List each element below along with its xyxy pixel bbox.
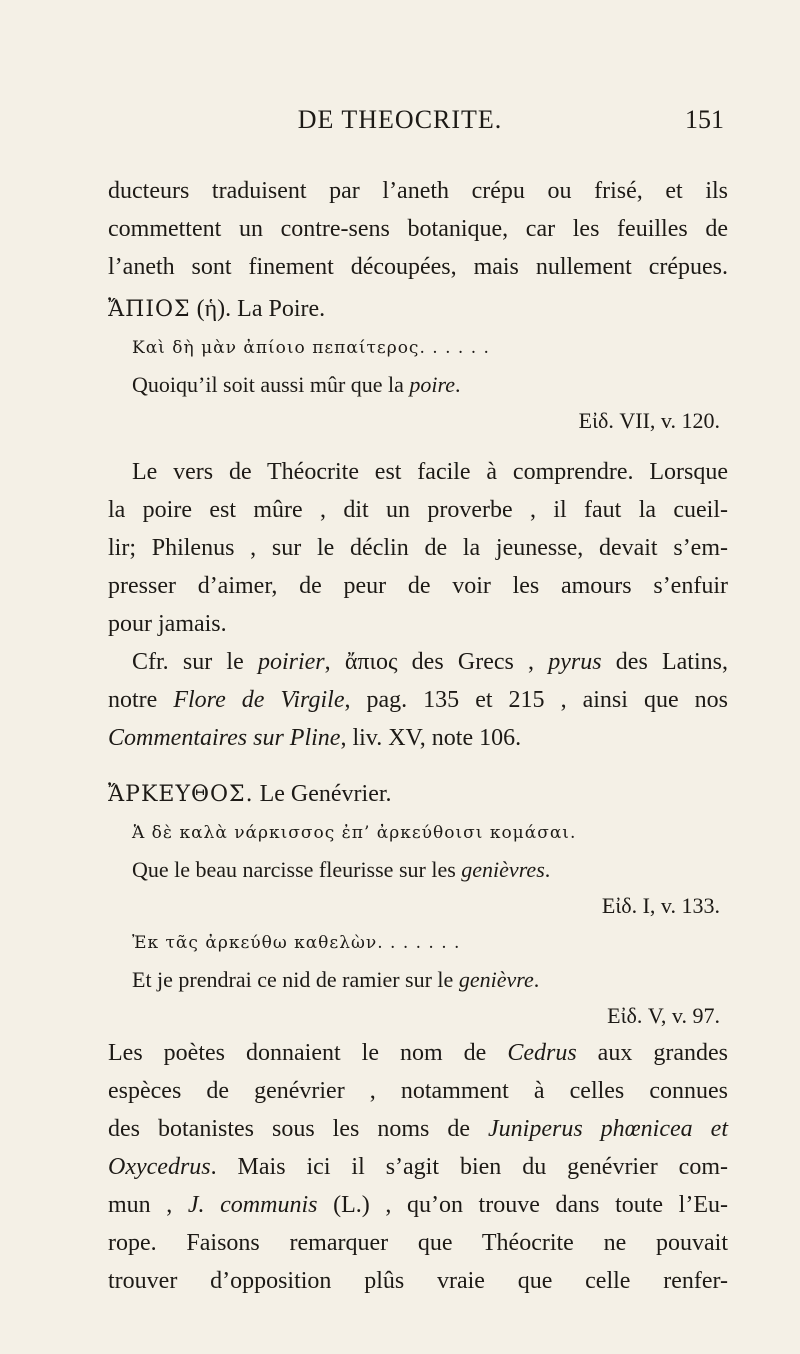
p4-l5-em: J. communis bbox=[187, 1192, 318, 1218]
entry-arkeuthos-q1-fr-a: Que le beau narcisse fleurisse sur les bbox=[132, 857, 462, 882]
entry-arkeuthos-q1-fr-em: genièvres bbox=[461, 857, 545, 882]
p3-line-3 bbox=[108, 719, 728, 757]
p3-l1a: Cfr. sur le bbox=[132, 649, 258, 675]
entry-apios-quote-fr-em: poire bbox=[409, 372, 456, 397]
p4-l3a: des botanistes sous les noms de bbox=[108, 1116, 489, 1142]
p4-l3-em1: Juniperus phœnicea bbox=[488, 1116, 693, 1142]
entry-apios-reference: Εἰδ. VII, v. 120. bbox=[578, 408, 720, 433]
spacer bbox=[108, 439, 728, 453]
p4-l3-em2: et bbox=[692, 1116, 728, 1142]
entry-apios-article: (ἡ). bbox=[190, 296, 238, 322]
p4-line-4 bbox=[108, 1148, 728, 1186]
p2-line-2: la poire est mûre , dit un proverbe , il faut la cueil- bbox=[108, 497, 728, 523]
spacer bbox=[108, 757, 728, 771]
p4-l4-em: Oxycedrus bbox=[108, 1154, 211, 1180]
entry-arkeuthos-heading bbox=[108, 775, 728, 814]
entry-arkeuthos-reference-1: Εἰδ. I, v. 133. bbox=[601, 893, 720, 918]
entry-arkeuthos-q2-fr-b: . bbox=[533, 967, 540, 992]
p2-line-4: presser d’aimer, de peur de voir les amours s’enfuir bbox=[108, 573, 728, 599]
p3-l1b: , ἄπιος des Grecs , bbox=[324, 649, 549, 675]
page-number: 151 bbox=[685, 105, 724, 134]
p3-l1c: des Latins, bbox=[601, 649, 728, 675]
p4-l1-em: Cedrus bbox=[507, 1040, 577, 1066]
p3-l1-em1: poirier bbox=[257, 649, 325, 675]
p3-l3b: , liv. XV, note 106. bbox=[340, 725, 522, 751]
entry-arkeuthos-q1-fr-b: . bbox=[544, 857, 551, 882]
p2-line-1: Le vers de Théocrite est facile à comprendre. Lorsque bbox=[132, 459, 728, 485]
p4-l4b: . Mais ici il s’agit bien du genévrier com- bbox=[210, 1154, 728, 1180]
p2-line-5: pour jamais. bbox=[108, 611, 227, 637]
p4-line-7: trouver d’opposition plûs vraie que celle renfer- bbox=[108, 1268, 728, 1294]
entry-arkeuthos-quote1-french bbox=[132, 852, 728, 888]
p4-line-6: rope. Faisons remarquer que Théocrite ne pouvait bbox=[108, 1230, 728, 1256]
p3-l2a: notre bbox=[108, 687, 174, 713]
entry-apios-quote-french bbox=[132, 367, 728, 403]
p4-line-2: espèces de genévrier , notamment à celles connues bbox=[108, 1078, 728, 1104]
p2-line-3: lir; Philenus , sur le déclin de la jeunesse, devait s’em- bbox=[108, 535, 728, 561]
body-text bbox=[108, 172, 728, 1300]
p1-line-1: ducteurs traduisent par l’aneth crépu ou frisé, et ils bbox=[108, 178, 728, 204]
p4-l5b: (L.) , qu’on trouve dans toute l’Eu- bbox=[317, 1192, 728, 1218]
p3-line-2 bbox=[108, 681, 728, 719]
entry-arkeuthos-q2-fr-em: genièvre bbox=[458, 967, 534, 992]
p4-line-1 bbox=[108, 1034, 728, 1072]
p3-l2b: , pag. 135 et 215 , ainsi que nos bbox=[344, 687, 728, 713]
entry-arkeuthos-quote1-greek: Ἁ δὲ καλὰ νάρκισσος ἐπ’ ἀρκεύθοισι κομάσαι. bbox=[132, 823, 577, 843]
entry-apios-greek: ἌΠΙΟΣ bbox=[108, 297, 191, 322]
p4-l1a: Les poètes donnaient le nom de bbox=[108, 1040, 508, 1066]
entry-apios-heading bbox=[108, 290, 728, 329]
entry-apios-french: La Poire. bbox=[237, 296, 326, 322]
entry-apios-quote-fr-a: Quoiqu’il soit aussi mûr que la bbox=[132, 372, 410, 397]
page-header bbox=[0, 105, 800, 145]
p3-line-1 bbox=[108, 643, 728, 681]
entry-arkeuthos-quote2-french bbox=[132, 962, 728, 998]
p4-l1b: aux grandes bbox=[576, 1040, 728, 1066]
running-title: DE THEOCRITE. bbox=[297, 105, 503, 134]
p3-l1-em2: pyrus bbox=[548, 649, 602, 675]
entry-apios-quote-greek: Καὶ δὴ μὰν ἀπίοιο πεπαίτερος. . . . . . bbox=[132, 338, 490, 358]
entry-arkeuthos-greek: ἌΡΚΕΥΘΟΣ. bbox=[108, 782, 254, 807]
p3-l2-em: Flore de Virgile bbox=[173, 687, 345, 713]
p3-l3-em1: Commentaires sur Pline bbox=[108, 725, 341, 751]
p1-line-2: commettent un contre-sens botanique, car les feuilles de bbox=[108, 216, 728, 242]
entry-arkeuthos-q2-fr-a: Et je prendrai ce nid de ramier sur le bbox=[132, 967, 459, 992]
p4-line-3 bbox=[108, 1110, 728, 1148]
entry-arkeuthos-quote2-greek: Ἐκ τᾶς ἀρκεύθω καθελὼν. . . . . . . bbox=[132, 933, 461, 953]
entry-arkeuthos-french: Le Genévrier. bbox=[253, 781, 392, 807]
entry-apios-quote-fr-b: . bbox=[455, 372, 461, 397]
p4-line-5 bbox=[108, 1186, 728, 1224]
p4-l5a: mun , bbox=[108, 1192, 188, 1218]
entry-arkeuthos-reference-2: Εἰδ. V, v. 97. bbox=[607, 1003, 720, 1028]
p1-line-3: l’aneth sont finement découpées, mais nullement crépues. bbox=[108, 254, 728, 280]
